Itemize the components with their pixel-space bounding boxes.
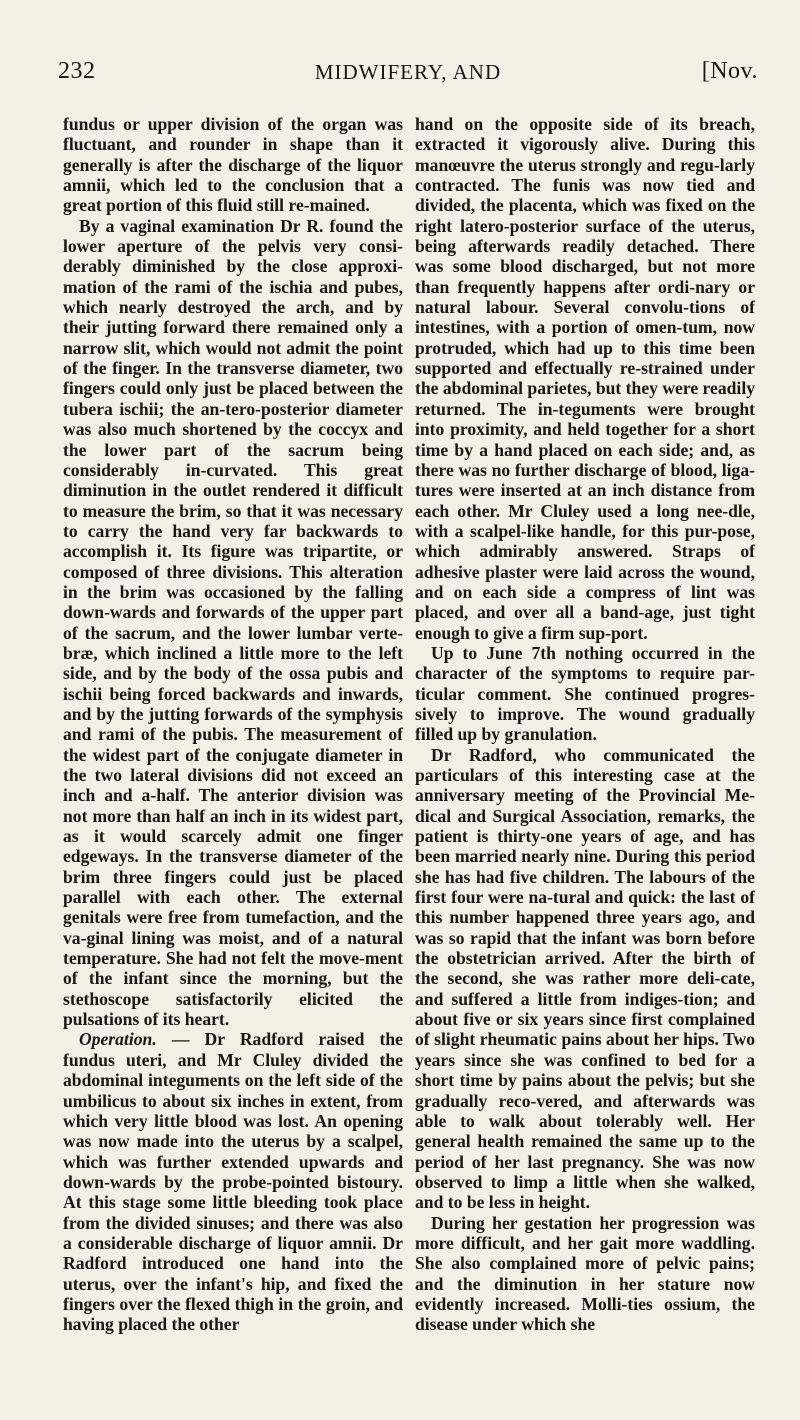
operation-heading: Operation. bbox=[79, 1029, 157, 1050]
paragraph: By a vaginal examination Dr R. found the lower aperture of the pelvis very consi-derably diminished by the close approxi-mation of the rami of the ischia and pubes, which nearly destroyed the arch, and by their jutting forward there remained only a narrow slit, which would not admit the point of the finger. In the transverse diameter, two fingers could only just be placed between the tubera ischii; the an-tero-posterior diameter was also much shortened by the coccyx and the lower part of the sacrum being considerably in-curvated. This great diminution in the outlet rendered it difficult to measure the brim, so that it was necessary to carry the hand very far backwards to accomplish it. Its figure was tripartite, or composed of three divisions. This alteration in the brim was occasioned by the falling down-wards and forwards of the upper part of the sacrum, and the lower lumbar verte-bræ, which inclined a little more to the left side, and by the body of the ossa pubis and ischii being forced backwards and inwards, and by the jutting forwards of the symphysis and rami of the pubis. The measurement of the widest part of the conjugate diameter in the two lateral divisions did not exceed an inch and a-half. The anterior division was not more than half an inch in its widest part, as it would scarcely admit one finger edgeways. In the transverse diameter of the brim three fingers could just be placed parallel with each other. The external genitals were free from tumefaction, and the va-ginal lining was moist, and of a natural temperature. She had not felt the move-ment of the infant since the morning, but the stethoscope satisfactorily elicited the pulsations of its heart. bbox=[63, 215, 403, 1030]
left-column bbox=[63, 114, 403, 1335]
running-title: MIDWIFERY, AND bbox=[314, 60, 502, 84]
header-month: [Nov. bbox=[701, 58, 758, 84]
paragraph bbox=[63, 1029, 403, 1334]
paragraph-text: — Dr Radford raised the fundus uteri, and Mr Cluley divided the abdominal integuments on the left side of the umbilicus to about six inches in extent, from which very little blood was lost. An opening was now made into the uterus by a scalpel, which was further extended upwards and down-wards by the probe-pointed bistoury. At this stage some little bleeding took place from the divided sinuses; and there was also a considerable discharge of liquor amnii. Dr Radford introduced one hand into the uterus, over the infant's hip, and fixed the fingers over the flexed thigh in the groin, and having placed the other bbox=[63, 1029, 403, 1335]
paragraph: Dr Radford, who communicated the particulars of this interesting case at the anniversary meeting of the Provincial Me-dical and Surgical Association, remarks, the patient is thirty-one years of age, and has been married nearly nine. During this period she has had five children. The labours of the first four were na-tural and quick: the last of this number happened three years ago, and was so rapid that the infant was born before the obstetrician arrived. After the birth of the second, she was rather more deli-cate, and suffered a little from indiges-tion; and about five or six years since first complained of slight rheumatic pains about her hips. Two years since she was confined to bed for a short time by pains about the pelvis; but she gradually reco-vered, and afterwards was able to walk about tolerably well. Her general health remained the same up to the period of her last pregnancy. She was now observed to limp a little when she walked, and to be less in height. bbox=[415, 744, 755, 1213]
right-column bbox=[415, 114, 755, 1335]
page-number: 232 bbox=[58, 58, 96, 84]
paragraph: hand on the opposite side of its breach, extracted it vigorously alive. During this manœuvre the uterus strongly and regu-larly contracted. The funis was now tied and divided, the placenta, which was fixed on the right latero-posterior surface of the uterus, being afterwards readily detached. There was some blood discharged, but not more than frequently happens after ordi-nary or natural labour. Several convolu-tions of intestines, with a portion of omen-tum, now protruded, which had up to this time been supported and effectually re-strained under the abdominal parietes, but they were readily returned. The in-teguments were brought into proximity, and held together for a short time by a hand placed on each side; and, as there was no further discharge of blood, liga-tures were inserted at an inch distance from each other. Mr Cluley used a long nee-dle, with a scalpel-like handle, for this pur-pose, which admirably answered. Straps of adhesive plaster were laid across the wound, and on each side a compress of lint was placed, and over all a band-age, just tight enough to give a firm sup-port. bbox=[415, 114, 755, 643]
running-header bbox=[58, 58, 758, 92]
paragraph: During her gestation her progression was more difficult, and her gait more waddling. She also complained more of pelvic pains; and the diminution in her stature now evidently increased. Molli-ties ossium, the disease under which she bbox=[415, 1212, 755, 1335]
paragraph: Up to June 7th nothing occurred in the character of the symptoms to require par-ticular comment. She continued progres-sively to improve. The wound gradually filled up by granulation. bbox=[415, 642, 755, 745]
paragraph: fundus or upper division of the organ was fluctuant, and rounder in shape than it generally is after the discharge of the liquor amnii, which led to the conclusion that a great portion of this fluid still re-mained. bbox=[63, 114, 403, 216]
